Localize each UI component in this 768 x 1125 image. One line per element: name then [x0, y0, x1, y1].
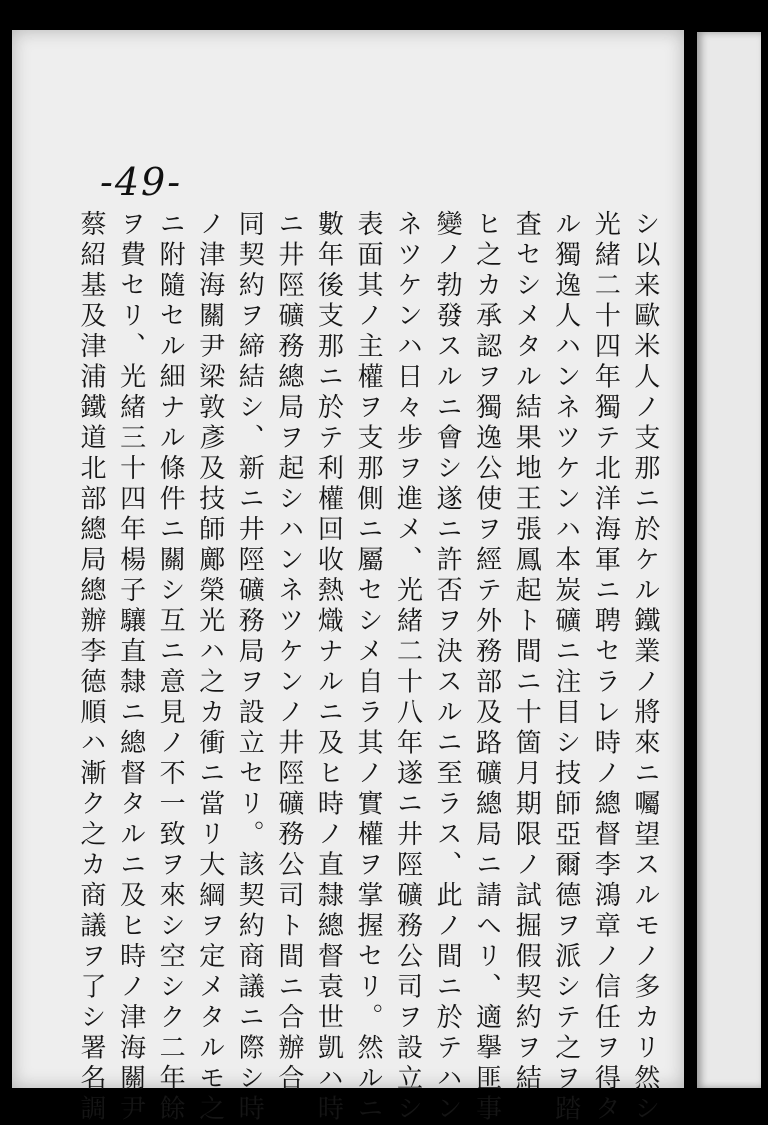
text-column-11: 同契約ヲ締結シ、新ニ井陘礦務局ヲ設立セリ。該契約商議ニ際シ時	[234, 210, 265, 1125]
text-column-5: ヒ之カ承認ヲ獨逸公使ヲ經テ外務部及路礦總局ニ請ヘリ、適擧匪事	[471, 210, 502, 1125]
text-column-9: 數年後支那ニ於テ利權回收熱熾ナルニ及ヒ時ノ直隸總督袁世凱ハ時	[313, 210, 344, 1125]
text-column-1: シ以来歐米人ノ支那ニ於ケル鐵業ノ將來ニ囑望スルモノ多カリ然シ	[629, 210, 660, 1125]
text-column-14: ヲ費セリ、光緒三十四年楊子驤直隸ニ總督タルニ及ヒ時ノ津海關尹	[115, 210, 146, 1125]
text-column-12: ノ津海關尹梁敦彥及技師鄺榮光ハ之カ衝ニ當リ大綱ヲ定メタルモ之	[194, 210, 225, 1125]
text-column-7: ネツケンハ日々步ヲ進メ、光緒二十八年遂ニ井陘礦務公司ヲ設立シ	[392, 210, 423, 1125]
text-column-4: 査セシメタル結果地王張鳳起ト間ニ十箇月期限ノ試掘假契約ヲ結	[511, 210, 542, 1095]
page-number: -49-	[100, 160, 183, 204]
text-column-3: ル獨逸人ハンネツケンハ本炭礦ニ注目シ技師亞爾德ヲ派シテ之ヲ踏	[550, 210, 581, 1125]
text-column-13: ニ附隨セル細ナル條件ニ關シ互ニ意見ノ不一致ヲ來シ空シク二年餘	[155, 210, 186, 1125]
page-edge	[697, 32, 761, 1088]
text-column-15: 蔡紹基及津浦鐵道北部總局總辦李德順ハ漸ク之カ商議ヲ了シ署名調	[76, 210, 106, 1125]
text-column-8: 表面其ノ主權ヲ支那側ニ屬セシメ自ラ其ノ實權ヲ掌握セリ。然ルニ	[352, 210, 383, 1125]
text-column-10: ニ井陘礦務總局ヲ起シハンネツケンノ井陘礦務公司ト間ニ合辦合	[273, 210, 304, 1095]
text-column-2: 光緒二十四年獨テ北洋海軍ニ聘セラレ時ノ總督李鴻章ノ信任ヲ得タ	[590, 210, 621, 1125]
text-column-6: 變ノ勃發スルニ會シ遂ニ許否ヲ決スルニ至ラス、此ノ間ニ於テハン	[432, 210, 463, 1125]
vertical-body-text	[76, 210, 660, 1125]
